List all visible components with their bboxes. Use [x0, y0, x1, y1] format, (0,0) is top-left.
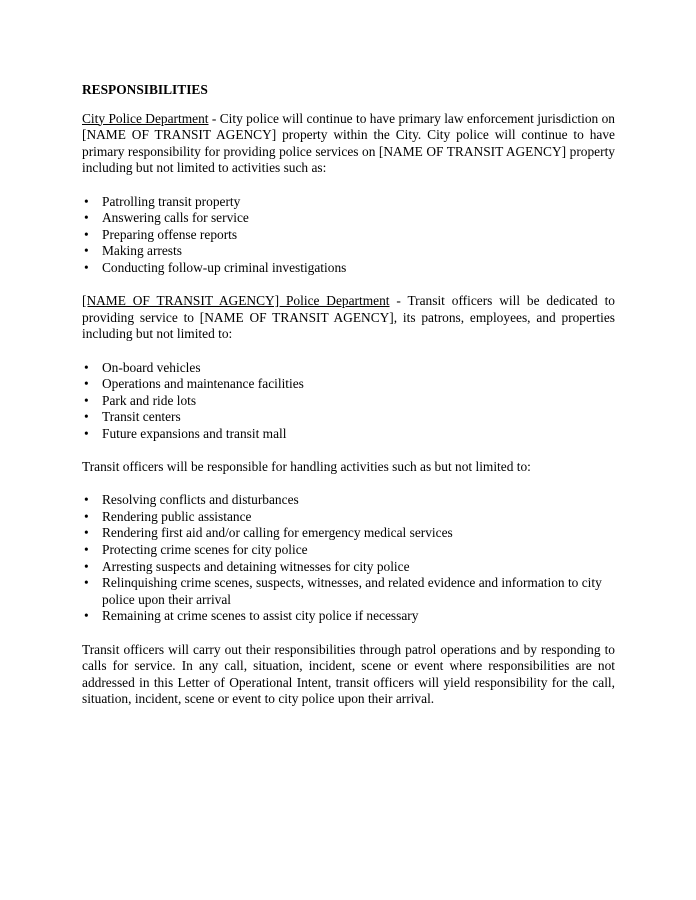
- list-item-text: Conducting follow-up criminal investigations: [102, 259, 347, 275]
- list-item-text: Resolving conflicts and disturbances: [102, 492, 299, 508]
- bullet-icon: •: [84, 575, 89, 591]
- list-item-text: Preparing offense reports: [102, 226, 238, 242]
- list-item: [82, 360, 615, 377]
- list-item-text: Making arrests: [102, 243, 182, 259]
- document-page: [82, 82, 615, 708]
- list-item-text: Rendering public assistance: [102, 508, 252, 524]
- list-item: [82, 210, 615, 227]
- bullet-icon: •: [84, 259, 89, 275]
- bullet-icon: •: [84, 226, 89, 242]
- list-item: [82, 393, 615, 410]
- list-item-text: Rendering first aid and/or calling for emergency medical services: [102, 525, 453, 541]
- list-item-text: Operations and maintenance facilities: [102, 376, 304, 392]
- list-item: [82, 426, 615, 443]
- city-police-paragraph: [82, 111, 615, 177]
- transit-activities-list: [82, 492, 615, 625]
- section-heading: RESPONSIBILITIES: [82, 82, 208, 97]
- transit-police-paragraph: [82, 293, 615, 343]
- city-police-text: - City police will continue to have primary law enforcement jurisdiction on [NAME OF TRANSIT AGENCY] property within the City. City police will continue to have primary responsibility for providing police services on [NAME OF TRANSIT AGENCY] property including but not limited to activities such as:: [82, 110, 615, 176]
- list-item: [82, 492, 615, 509]
- spacer: [82, 476, 615, 493]
- list-item: [82, 376, 615, 393]
- list-item-text: Remaining at crime scenes to assist city police if necessary: [102, 608, 419, 624]
- bullet-icon: •: [84, 210, 89, 226]
- bullet-icon: •: [84, 492, 89, 508]
- list-item: [82, 509, 615, 526]
- bullet-icon: •: [84, 525, 89, 541]
- spacer: [82, 343, 615, 360]
- list-item: [82, 409, 615, 426]
- list-item-text: Answering calls for service: [102, 210, 249, 226]
- bullet-icon: •: [84, 392, 89, 408]
- bullet-icon: •: [84, 376, 89, 392]
- closing-paragraph: Transit officers will carry out their responsibilities through patrol operations and by responding to calls for service. In any call, situation, incident, scene or event where responsibilities are not addressed in this Letter of Operational Intent, transit officers will yield responsibility for the call, situation, incident, scene or event to city police upon their arrival.: [82, 641, 615, 707]
- list-item-text: On-board vehicles: [102, 359, 201, 375]
- bullet-icon: •: [84, 508, 89, 524]
- list-item-text: Relinquishing crime scenes, suspects, witnesses, and related evidence and information to city police upon their arrival: [102, 575, 602, 607]
- transit-service-areas-list: [82, 360, 615, 443]
- bullet-icon: •: [84, 243, 89, 259]
- list-item: [82, 194, 615, 211]
- list-item-text: Future expansions and transit mall: [102, 425, 287, 441]
- list-item-text: Transit centers: [102, 409, 181, 425]
- bullet-icon: •: [84, 359, 89, 375]
- list-item: [82, 227, 615, 244]
- bullet-icon: •: [84, 542, 89, 558]
- city-police-activities-list: [82, 194, 615, 277]
- transit-police-lead: [NAME OF TRANSIT AGENCY] Police Department: [82, 293, 390, 309]
- bullet-icon: •: [84, 425, 89, 441]
- spacer: [82, 277, 615, 294]
- list-item: [82, 542, 615, 559]
- list-item-text: Patrolling transit property: [102, 193, 241, 209]
- city-police-lead: City Police Department: [82, 110, 209, 126]
- list-item: [82, 243, 615, 260]
- list-item: [82, 525, 615, 542]
- list-item: [82, 608, 615, 625]
- spacer: [82, 442, 615, 459]
- list-item: [82, 575, 615, 608]
- bullet-icon: •: [84, 409, 89, 425]
- bullet-icon: •: [84, 608, 89, 624]
- spacer: [82, 625, 615, 642]
- spacer: [82, 177, 615, 194]
- list-item: [82, 260, 615, 277]
- bullet-icon: •: [84, 558, 89, 574]
- bullet-icon: •: [84, 193, 89, 209]
- list-item-text: Protecting crime scenes for city police: [102, 542, 308, 558]
- transit-activities-intro: Transit officers will be responsible for handling activities such as but not limited to:: [82, 459, 531, 475]
- list-item-text: Arresting suspects and detaining witnesses for city police: [102, 558, 410, 574]
- transit-police-text: - Transit officers will be dedicated to providing service to [NAME OF TRANSIT AGENCY], its patrons, employees, and properties including but not limited to:: [82, 293, 615, 342]
- list-item: [82, 559, 615, 576]
- list-item-text: Park and ride lots: [102, 392, 197, 408]
